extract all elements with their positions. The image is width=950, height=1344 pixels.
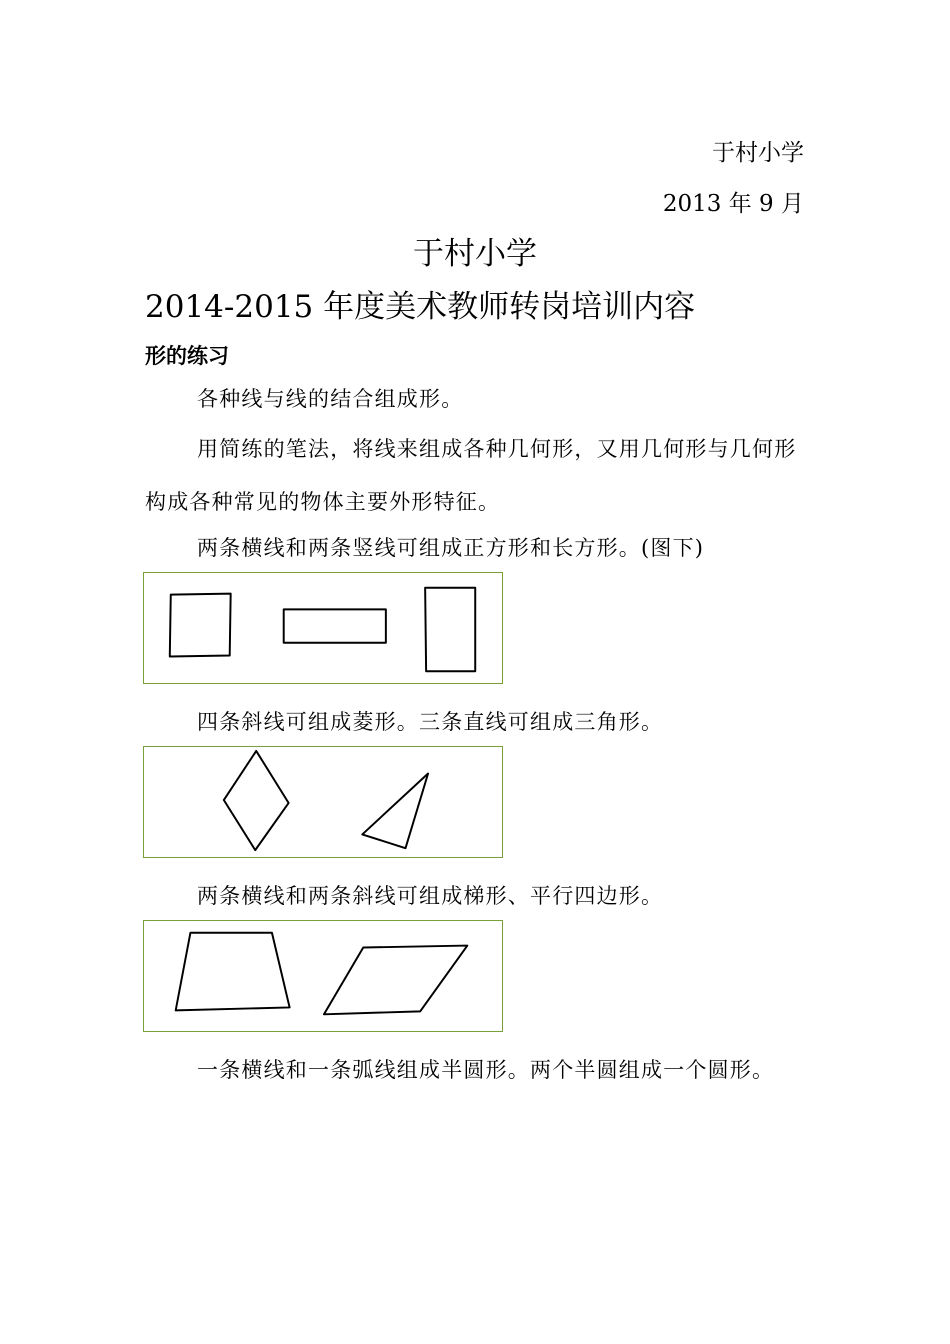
paragraph-trapezoid-parallelogram: 两条横线和两条斜线可组成梯形、平行四边形。: [197, 884, 664, 908]
triangle-shape: [362, 774, 428, 849]
paragraph-square-rectangle: 两条横线和两条竖线可组成正方形和长方形。(图下): [197, 536, 705, 560]
section-heading: 形的练习: [145, 344, 229, 368]
paragraph-geometric-shapes: 用简练的笔法，将线来组成各种几何形，又用几何形与几何形构成各种常见的物体主要外形特征。: [145, 437, 797, 514]
trapezoid-shape: [176, 933, 290, 1011]
header-date: 2013 年 9 月: [662, 191, 804, 217]
vertical-rectangle-shape: [425, 588, 475, 671]
trapezoid-parallelogram-drawing: [144, 921, 502, 1031]
paragraph-lines-combine: 各种线与线的结合组成形。: [197, 387, 464, 411]
page-title: 于村小学: [413, 236, 537, 272]
rhombus-triangle-drawing: [144, 747, 502, 857]
paragraph-rhombus-triangle: 四条斜线可组成菱形。三条直线可组成三角形。: [197, 710, 664, 734]
rhombus-shape: [224, 751, 289, 850]
rectangle-shapes-drawing: [144, 573, 502, 683]
square-shape: [170, 594, 231, 657]
horizontal-rectangle-shape: [284, 609, 386, 642]
parallelogram-shape: [324, 946, 467, 1015]
page-subtitle: 2014-2015 年度美术教师转岗培训内容: [145, 289, 696, 325]
figure-trapezoid-parallelogram: [143, 920, 503, 1032]
figure-square-rectangles: [143, 572, 503, 684]
figure-rhombus-triangle: [143, 746, 503, 858]
header-school: 于村小学: [712, 140, 804, 166]
paragraph-semicircle-circle: 一条横线和一条弧线组成半圆形。两个半圆组成一个圆形。: [197, 1058, 775, 1082]
